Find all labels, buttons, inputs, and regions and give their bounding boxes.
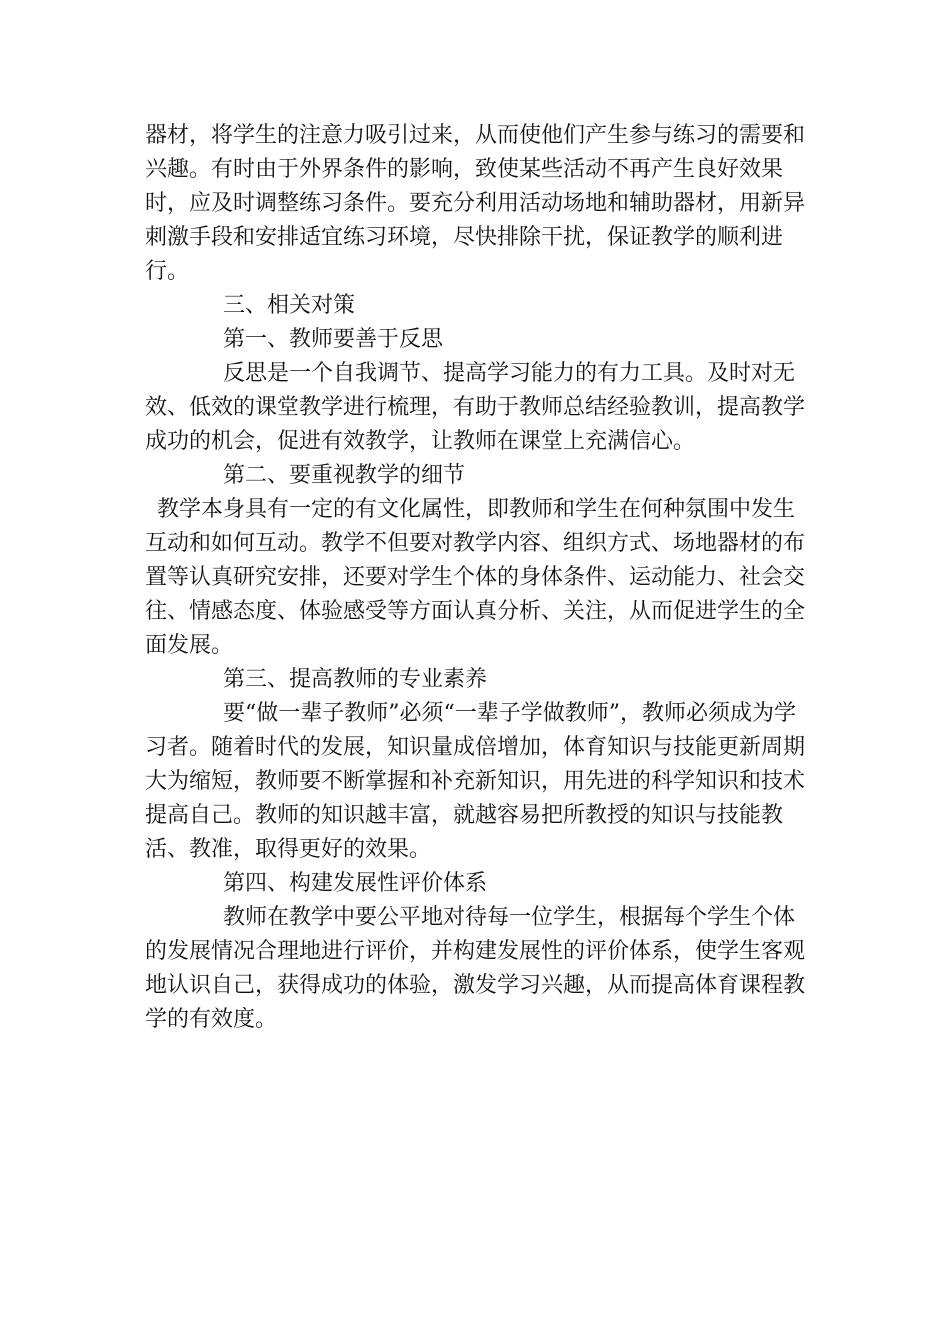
- document-body: [145, 119, 815, 1037]
- paragraph-professional: 要“做一辈子教师”必须“一辈子学做教师”，教师必须成为学习者。随着时代的发展，知识量成倍增加，体育知识与技能更新周期大为缩短，教师要不断掌握和补充新知识，用先进的科学知识和技术提高自己。教师的知识越丰富，就越容易把所教授的知识与技能教活、教准，取得更好的效果。: [145, 701, 806, 862]
- paragraph-continuation: 器材，将学生的注意力吸引过来，从而使他们产生参与练习的需要和兴趣。有时由于外界条件的影响，致使某些活动不再产生良好效果时，应及时调整练习条件。要充分利用活动场地和辅助器材，用新异刺激手段和安排适宜练习环境，尽快排除干扰，保证教学的顺利进行。: [145, 123, 806, 284]
- subheading-evaluation: 第四、构建发展性评价体系: [223, 871, 488, 896]
- subheading-details: 第二、要重视教学的细节: [223, 463, 466, 488]
- subheading-reflection: 第一、教师要善于反思: [223, 327, 444, 352]
- paragraph-details: 教学本身具有一定的有文化属性，即教师和学生在何种氛围中发生互动和如何互动。教学不但要对教学内容、组织方式、场地器材的布置等认真研究安排，还要对学生个体的身体条件、运动能力、社会交往、情感态度、体验感受等方面认真分析、关注，从而促进学生的全面发展。: [145, 497, 806, 658]
- paragraph-reflection: 反思是一个自我调节、提高学习能力的有力工具。及时对无效、低效的课堂教学进行梳理，有助于教师总结经验教训，提高教学成功的机会，促进有效教学，让教师在课堂上充满信心。: [145, 361, 806, 454]
- subheading-professional: 第三、提高教师的专业素养: [223, 667, 488, 692]
- section-heading-countermeasures: 三、相关对策: [223, 293, 356, 318]
- paragraph-evaluation: 教师在教学中要公平地对待每一位学生，根据每个学生个体的发展情况合理地进行评价，并构建发展性的评价体系，使学生客观地认识自己，获得成功的体验，激发学习兴趣，从而提高体育课程教学的有效度。: [145, 905, 806, 1032]
